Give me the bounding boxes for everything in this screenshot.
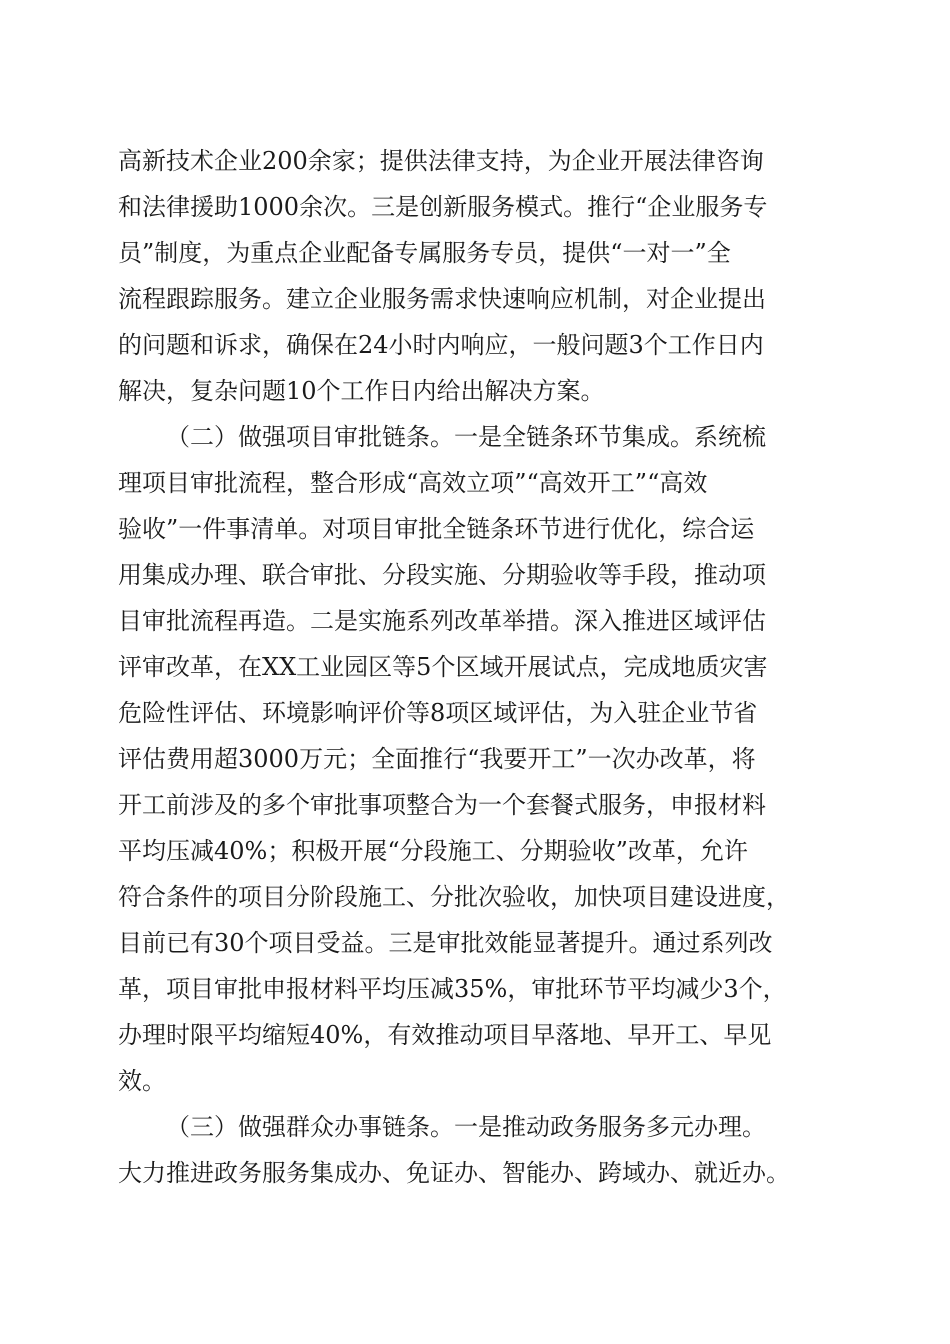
text-line: 和法律援助1000余次。三是创新服务模式。推行“企业服务专 — [118, 193, 768, 221]
text-line: 验收”一件事清单。对项目审批全链条环节进行优化，综合运 — [118, 515, 755, 543]
text-line: 员”制度，为重点企业配备专属服务专员，提供“一对一”全 — [118, 239, 731, 267]
text-line: 目审批流程再造。二是实施系列改革举措。深入推进区域评估 — [118, 607, 766, 635]
text-line: 的问题和诉求，确保在24小时内响应，一般问题3个工作日内 — [118, 331, 764, 359]
text-line: 理项目审批流程，整合形成“高效立项”“高效开工”“高效 — [118, 469, 708, 497]
paragraph-3 — [118, 1104, 838, 1196]
text-line: 危险性评估、环境影响评价等8项区域评估，为入驻企业节省 — [118, 699, 758, 727]
text-line: 平均压减40%；积极开展“分段施工、分期验收”改革，允许 — [118, 837, 748, 865]
text-line: 效。 — [118, 1067, 166, 1095]
text-line: 流程跟踪服务。建立企业服务需求快速响应机制，对企业提出 — [118, 285, 766, 313]
text-line: 用集成办理、联合审批、分段实施、分期验收等手段，推动项 — [118, 561, 766, 589]
text-line: 大力推进政务服务集成办、免证办、智能办、跨域办、就近办。 — [118, 1159, 790, 1187]
text-line: 办理时限平均缩短40%，有效推动项目早落地、早开工、早见 — [118, 1021, 772, 1049]
text-line: 符合条件的项目分阶段施工、分批次验收，加快项目建设进度， — [118, 883, 790, 911]
text-line: （二）做强项目审批链条。一是全链条环节集成。系统梳 — [166, 423, 766, 451]
text-line: 解决，复杂问题10个工作日内给出解决方案。 — [118, 377, 605, 405]
document-body — [118, 138, 838, 1196]
paragraph-1 — [118, 138, 838, 414]
text-line: 评审改革，在XX工业园区等5个区域开展试点，完成地质灾害 — [118, 653, 768, 681]
text-line: 评估费用超3000万元；全面推行“我要开工”一次办改革，将 — [118, 745, 756, 773]
text-line: 革，项目审批申报材料平均压减35%，审批环节平均减少3个， — [118, 975, 787, 1003]
paragraph-2 — [118, 414, 838, 1104]
text-line: 目前已有30个项目受益。三是审批效能显著提升。通过系列改 — [118, 929, 773, 957]
text-line: 开工前涉及的多个审批事项整合为一个套餐式服务，申报材料 — [118, 791, 766, 819]
text-line: 高新技术企业200余家；提供法律支持，为企业开展法律咨询 — [118, 147, 764, 175]
text-line: （三）做强群众办事链条。一是推动政务服务多元办理。 — [166, 1113, 766, 1141]
